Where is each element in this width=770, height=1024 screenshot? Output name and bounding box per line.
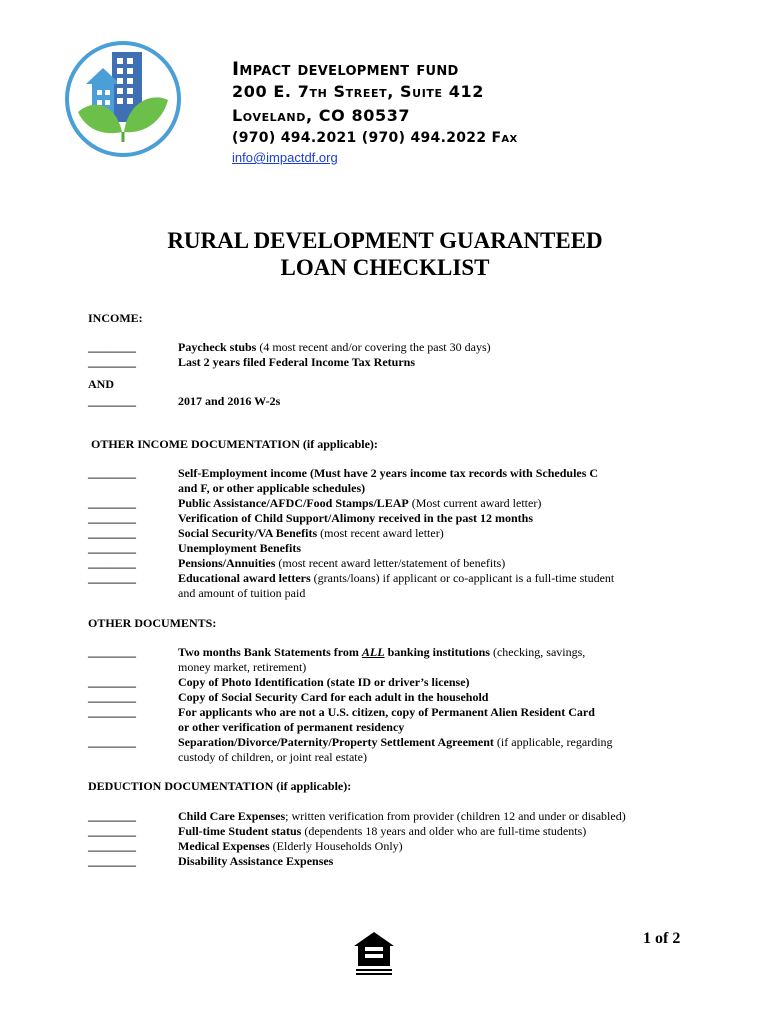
- list-item-unemployment: [178, 541, 638, 556]
- list-item-pensions: [178, 556, 638, 571]
- checkbox-blank[interactable]: ________: [88, 340, 136, 354]
- item-text: (most recent award letter): [317, 526, 444, 540]
- list-item-child-support: [178, 511, 638, 526]
- checkbox-blank[interactable]: ________: [88, 839, 136, 853]
- item-text: (grants/loans) if applicant or co-applicant is a full-time student: [310, 571, 615, 585]
- page-title-line-2: LOAN CHECKLIST: [280, 255, 490, 280]
- list-item-photo-id: [178, 675, 638, 690]
- item-bold: Social Security/VA Benefits: [178, 526, 318, 540]
- list-item-bank-statements: [178, 645, 638, 660]
- page-title-line-1: RURAL DEVELOPMENT GUARANTEED: [167, 228, 603, 253]
- item-text: (checking, savings,: [489, 645, 586, 659]
- list-item-separation: [178, 735, 638, 750]
- address-line-1: 200 E. 7th Street, Suite 412: [232, 82, 484, 101]
- list-item-non-citizen-cont: [178, 720, 638, 735]
- checkbox-blank[interactable]: ________: [88, 854, 136, 868]
- item-text: money market, retirement): [178, 660, 307, 674]
- checkbox-blank[interactable]: ________: [88, 645, 136, 659]
- equal-housing-opportunity-icon: [352, 930, 396, 978]
- item-bold-underlined: ALL: [361, 645, 385, 659]
- list-item-self-employment: [178, 466, 638, 481]
- item-text: (dependents 18 years and older who are full-time students): [301, 824, 587, 838]
- checkbox-blank[interactable]: ________: [88, 735, 136, 749]
- checkbox-blank[interactable]: ________: [88, 526, 136, 540]
- list-item-separation-cont: [178, 750, 638, 765]
- item-bold: Public Assistance/AFDC/Food Stamps/LEAP: [178, 496, 409, 510]
- checkbox-blank[interactable]: ________: [88, 675, 136, 689]
- item-bold: Educational award letters: [178, 571, 311, 585]
- item-text: custody of children, or joint real estate): [178, 750, 367, 764]
- checkbox-blank[interactable]: ________: [88, 511, 136, 525]
- item-bold: Pensions/Annuities: [178, 556, 276, 570]
- item-text: (if applicable, regarding: [493, 735, 613, 749]
- list-item-child-care: [178, 809, 638, 824]
- list-item-social-security: [178, 526, 638, 541]
- item-text: (Most current award letter): [408, 496, 542, 510]
- list-item-educational-cont: [178, 586, 638, 601]
- item-text: (most recent award letter/statement of benefits): [275, 556, 506, 570]
- list-item-public-assistance: [178, 496, 638, 511]
- item-bold: and F, or other applicable schedules): [178, 481, 366, 495]
- item-text: (Elderly Households Only): [269, 839, 403, 853]
- checkbox-blank[interactable]: ________: [88, 571, 136, 585]
- item-bold: Last 2 years filed Federal Income Tax Returns: [178, 355, 415, 369]
- page-number: 1 of 2: [643, 930, 681, 947]
- impact-development-fund-logo: [64, 40, 182, 158]
- list-item-self-employment-cont: [178, 481, 638, 496]
- item-text: ; written verification from provider (children 12 and under or disabled): [285, 809, 626, 823]
- phone-fax: (970) 494.2021 (970) 494.2022 Fax: [232, 130, 518, 146]
- item-bold: Paycheck stubs: [178, 340, 257, 354]
- checkbox-blank[interactable]: ________: [88, 541, 136, 555]
- item-bold: or other verification of permanent residency: [178, 720, 405, 734]
- list-item-ss-card: [178, 690, 638, 705]
- checkbox-blank[interactable]: ________: [88, 824, 136, 838]
- checkbox-blank[interactable]: ________: [88, 496, 136, 510]
- address-line-2: Loveland, CO 80537: [232, 106, 411, 125]
- and-label: AND: [88, 377, 114, 391]
- org-name: Impact development fund: [232, 58, 459, 80]
- checkbox-blank[interactable]: ________: [88, 690, 136, 704]
- item-bold: 2017 and 2016 W-2s: [178, 394, 281, 408]
- item-bold: Verification of Child Support/Alimony received in the past 12 months: [178, 511, 534, 525]
- item-bold: For applicants who are not a U.S. citizen, copy of Permanent Alien Resident Card: [178, 705, 595, 719]
- list-item-educational: [178, 571, 638, 586]
- item-bold: Disability Assistance Expenses: [178, 854, 334, 868]
- other-income-heading: OTHER INCOME DOCUMENTATION (if applicable):: [91, 437, 378, 451]
- item-bold: Two months Bank Statements from: [178, 645, 362, 659]
- list-item-non-citizen: [178, 705, 638, 720]
- checkbox-blank[interactable]: ________: [88, 556, 136, 570]
- other-documents-heading: OTHER DOCUMENTS:: [88, 616, 217, 630]
- item-text: (4 most recent and/or covering the past 30 days): [256, 340, 491, 354]
- list-item-tax-returns: [178, 355, 638, 370]
- item-bold: banking institutions: [384, 645, 490, 659]
- item-bold: Medical Expenses: [178, 839, 270, 853]
- item-bold: Self-Employment income (Must have 2 years income tax records with Schedules C: [178, 466, 599, 480]
- checkbox-blank[interactable]: ________: [88, 466, 136, 480]
- checkbox-blank[interactable]: ________: [88, 809, 136, 823]
- checkbox-blank[interactable]: ________: [88, 705, 136, 719]
- email-link[interactable]: info@impactdf.org: [232, 150, 338, 165]
- item-bold: Copy of Social Security Card for each adult in the household: [178, 690, 489, 704]
- item-bold: Unemployment Benefits: [178, 541, 301, 555]
- item-bold: Copy of Photo Identification (state ID or driver’s license): [178, 675, 470, 689]
- item-bold: Separation/Divorce/Paternity/Property Settlement Agreement: [178, 735, 494, 749]
- list-item-student: [178, 824, 638, 839]
- deduction-heading: DEDUCTION DOCUMENTATION (if applicable):: [88, 779, 352, 793]
- checkbox-blank[interactable]: ________: [88, 355, 136, 369]
- item-bold: Full-time Student status: [178, 824, 302, 838]
- item-text: and amount of tuition paid: [178, 586, 306, 600]
- list-item-medical: [178, 839, 638, 854]
- item-bold: Child Care Expenses: [178, 809, 286, 823]
- income-heading: INCOME:: [88, 311, 143, 325]
- list-item-disability: [178, 854, 638, 869]
- list-item-bank-statements-cont: [178, 660, 638, 675]
- list-item-paycheck: [178, 340, 638, 355]
- list-item-w2: [178, 394, 638, 409]
- checkbox-blank[interactable]: ________: [88, 394, 136, 408]
